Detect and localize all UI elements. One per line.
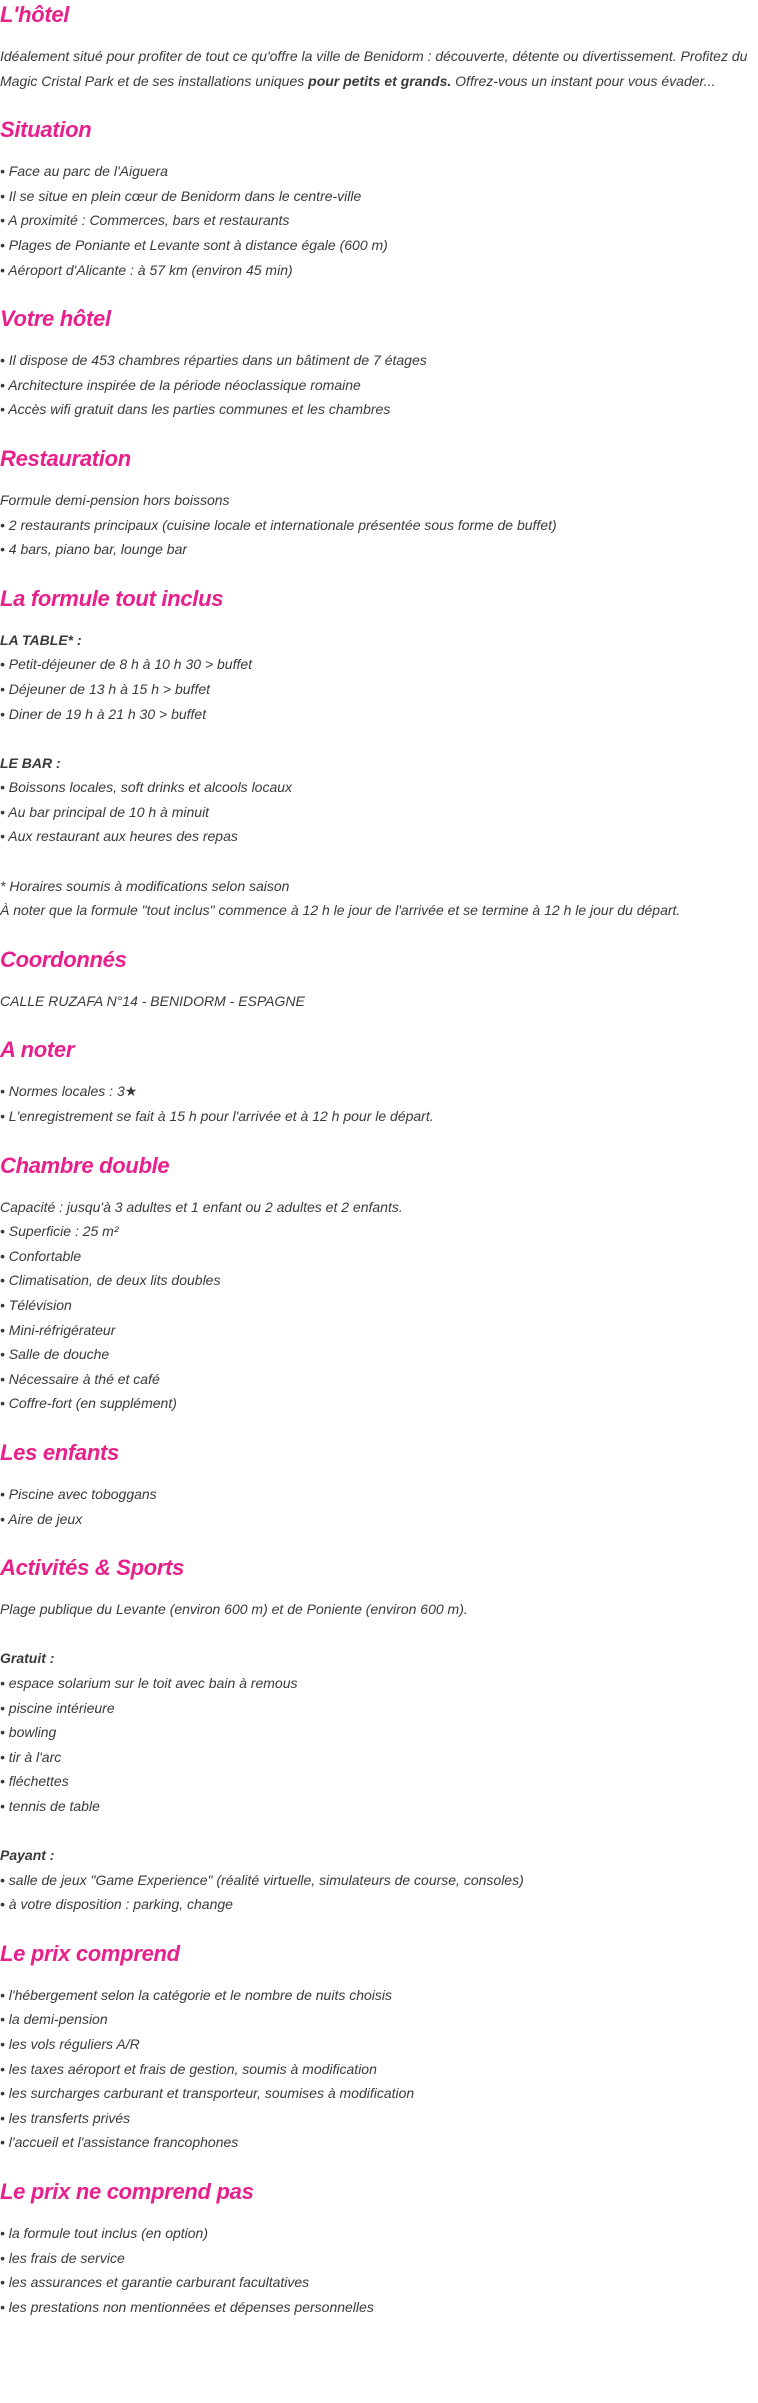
section-title-prix-comprend: Le prix comprend [0, 1940, 180, 1966]
list-item: • Boissons locales, soft drinks et alcools locaux [0, 775, 754, 800]
list-item: • fléchettes [0, 1769, 754, 1794]
section-title-restauration: Restauration [0, 445, 131, 471]
section-enfants [0, 1438, 754, 1531]
list-item: • Piscine avec toboggans [0, 1482, 754, 1507]
bar-label: LE BAR : [0, 754, 61, 771]
list-item: • les frais de service [0, 2246, 754, 2271]
list-item: • la demi-pension [0, 2007, 754, 2032]
list-item: • Coffre-fort (en supplément) [0, 1391, 754, 1416]
list-item: • Salle de douche [0, 1342, 754, 1367]
list-item: • salle de jeux "Game Experience" (réalité virtuelle, simulateurs de course, consoles) [0, 1868, 754, 1893]
list-item: • piscine intérieure [0, 1696, 754, 1721]
gratuit-label: Gratuit : [0, 1650, 55, 1667]
section-tout-inclus [0, 584, 754, 923]
section-title-prix-ne-comprend: Le prix ne comprend pas [0, 2179, 254, 2205]
list-item: • Aéroport d'Alicante : à 57 km (environ 45 min) [0, 258, 754, 283]
section-title-activites: Activités & Sports [0, 1555, 185, 1581]
table-label: LA TABLE* : [0, 631, 82, 648]
intro-text: Idéalement situé pour profiter de tout ce qu'offre la ville de Benidorm : découverte, détente ou divertissement. Profitez du Magic Cristal Park et de ses installations uniques [0, 48, 748, 89]
list-item: • tennis de table [0, 1794, 754, 1819]
activites-lead: Plage publique du Levante (environ 600 m) et de Poniente (environ 600 m). [0, 1601, 468, 1618]
section-prix-ne-comprend [0, 2177, 754, 2319]
section-activites [0, 1553, 754, 1917]
restauration-lead: Formule demi-pension hors boissons [0, 491, 230, 508]
list-item: • Il se situe en plein cœur de Benidorm dans le centre-ville [0, 184, 754, 209]
section-title-tout-inclus: La formule tout inclus [0, 585, 224, 611]
section-chambre-double [0, 1151, 754, 1416]
payant-label: Payant : [0, 1847, 55, 1864]
list-item: • Au bar principal de 10 h à minuit [0, 800, 754, 825]
section-title-votre-hotel: Votre hôtel [0, 306, 111, 332]
list-item: • Plages de Poniante et Levante sont à distance égale (600 m) [0, 233, 754, 258]
footnote-tout-inclus: À noter que la formule "tout inclus" commence à 12 h le jour de l'arrivée et se termine à 12 h le jour du départ. [0, 902, 681, 919]
list-item: • les taxes aéroport et frais de gestion, soumis à modification [0, 2057, 754, 2082]
section-title-coordonnes: Coordonnés [0, 946, 127, 972]
section-prix-comprend [0, 1939, 754, 2155]
list-item: • les assurances et garantie carburant facultatives [0, 2270, 754, 2295]
section-title-hotel: L'hôtel [0, 2, 70, 27]
section-restauration [0, 444, 754, 562]
list-item: • Face au parc de l'Aiguera [0, 159, 754, 184]
list-item: • Nécessaire à thé et café [0, 1367, 754, 1392]
list-item: • L'enregistrement se fait à 15 h pour l'arrivée et à 12 h pour le départ. [0, 1104, 754, 1129]
list-item: • Climatisation, de deux lits doubles [0, 1268, 754, 1293]
section-coordonnes [0, 945, 754, 1014]
list-item: • Diner de 19 h à 21 h 30 > buffet [0, 702, 754, 727]
section-situation [0, 115, 754, 282]
list-item: • 2 restaurants principaux (cuisine locale et internationale présentée sous forme de buffet) [0, 513, 754, 538]
section-a-noter [0, 1035, 754, 1128]
list-item: • les prestations non mentionnées et dépenses personnelles [0, 2295, 754, 2320]
list-item: • Aire de jeux [0, 1507, 754, 1532]
list-item: • bowling [0, 1720, 754, 1745]
list-item: • les vols réguliers A/R [0, 2032, 754, 2057]
intro-text-end: Offrez-vous un instant pour vous évader... [451, 72, 716, 89]
list-item: • Architecture inspirée de la période néoclassique romaine [0, 373, 754, 398]
list-item: • Télévision [0, 1293, 754, 1318]
list-item: • tir à l'arc [0, 1745, 754, 1770]
list-item: • Mini-réfrigérateur [0, 1318, 754, 1343]
chambre-lead: Capacité : jusqu'à 3 adultes et 1 enfant ou 2 adultes et 2 enfants. [0, 1198, 403, 1215]
list-item: • Il dispose de 453 chambres réparties dans un bâtiment de 7 étages [0, 348, 754, 373]
footnote-horaires: * Horaires soumis à modifications selon saison [0, 877, 290, 894]
list-item: • Déjeuner de 13 h à 15 h > buffet [0, 677, 754, 702]
list-item: • Aux restaurant aux heures des repas [0, 824, 754, 849]
list-item: • les surcharges carburant et transporteur, soumises à modification [0, 2081, 754, 2106]
list-item: • l'accueil et l'assistance francophones [0, 2130, 754, 2155]
section-title-chambre: Chambre double [0, 1152, 170, 1178]
section-title-enfants: Les enfants [0, 1439, 119, 1465]
section-hotel [0, 0, 754, 93]
list-item: • Normes locales : 3★ [0, 1079, 754, 1104]
address: CALLE RUZAFA N°14 - BENIDORM - ESPAGNE [0, 992, 305, 1009]
section-title-a-noter: A noter [0, 1037, 75, 1063]
list-item: • l'hébergement selon la catégorie et le nombre de nuits choisis [0, 1983, 754, 2008]
hotel-intro [0, 44, 754, 93]
list-item: • à votre disposition : parking, change [0, 1892, 754, 1917]
list-item: • la formule tout inclus (en option) [0, 2221, 754, 2246]
list-item: • Confortable [0, 1244, 754, 1269]
section-title-situation: Situation [0, 117, 92, 143]
list-item: • A proximité : Commerces, bars et restaurants [0, 208, 754, 233]
list-item: • Petit-déjeuner de 8 h à 10 h 30 > buffet [0, 652, 754, 677]
list-item: • Superficie : 25 m² [0, 1219, 754, 1244]
list-item: • les transferts privés [0, 2106, 754, 2131]
intro-bold-text: pour petits et grands. [308, 72, 452, 89]
list-item: • espace solarium sur le toit avec bain à remous [0, 1671, 754, 1696]
section-votre-hotel [0, 304, 754, 422]
list-item: • 4 bars, piano bar, lounge bar [0, 537, 754, 562]
list-item: • Accès wifi gratuit dans les parties communes et les chambres [0, 397, 754, 422]
